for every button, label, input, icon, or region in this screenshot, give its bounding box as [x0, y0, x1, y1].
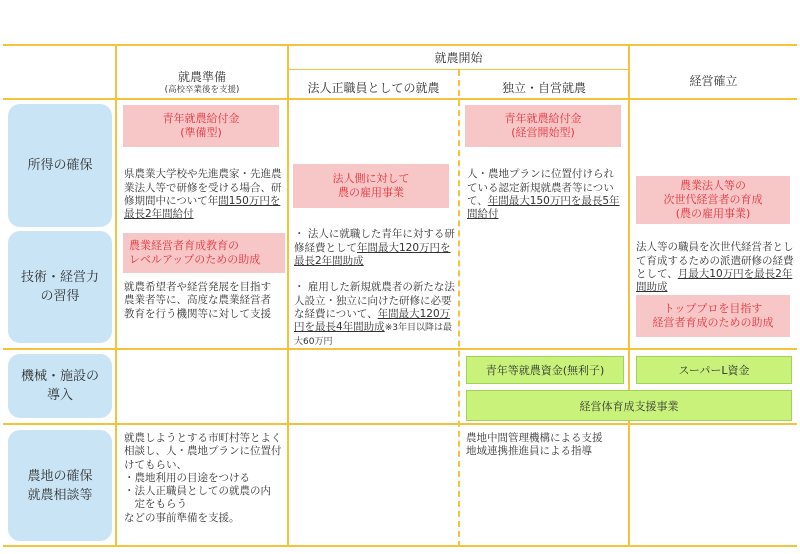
- prep-grant-text-underlined: 間150万円を最長2年間給付: [124, 194, 281, 221]
- mgmt-title: 農業法人等の 次世代経営者の育成 (農の雇用事業): [636, 176, 790, 224]
- corp-bullet-2-underlined: 年間最大120万円を最長4年間助成: [294, 307, 451, 334]
- grid-line: [287, 44, 289, 547]
- row-label-income: 所得の確保: [8, 104, 112, 227]
- grid-line: [3, 98, 797, 100]
- grid-line: [458, 70, 460, 547]
- prep-grant-title: 青年就農給付金 (準備型): [123, 105, 279, 147]
- super-l-loan: スーパーL資金: [636, 356, 792, 384]
- management-support-project: 経営体育成支援事業: [466, 390, 792, 421]
- land-indep-text: 農地中間管理機構による支援 地域連携推進員による指導: [466, 432, 603, 458]
- header-prep: [117, 70, 287, 97]
- indep-text: [467, 155, 623, 221]
- corp-bullet-1-plain: ・ 法人に就職した青年に対する研修経費として: [294, 228, 455, 254]
- corp-bullet-2-plain: ・ 雇用した新規就農者の新たな法人設立・独立に向けた研修に必要な経費について、: [294, 281, 455, 320]
- corp-bullet-2: [294, 268, 456, 350]
- grid-line: [115, 44, 117, 547]
- header-indep: 独立・自営就農: [501, 81, 586, 95]
- mgmt-text-underlined: 月最大10万円を最長2年間助成: [636, 267, 793, 294]
- grid-line: [3, 545, 797, 547]
- header-corp: 法人正職員としての就農: [307, 81, 440, 95]
- edu-text: 就農希望者や経営発展を目指す農業者等に、高度な農業経営者教育を行う機関等に対して支援: [124, 281, 271, 320]
- row-label-equipment: 機械・施設の 導入: [8, 354, 112, 418]
- prep-grant-text: [124, 155, 284, 221]
- edu-title: 農業経営者育成教育の レベルアップのための助成: [123, 233, 285, 273]
- header-prep-title: 就農準備: [177, 70, 226, 84]
- indep-title: 青年就農給付金 (経営開始型): [465, 105, 621, 147]
- prep-grant-text-plain: 県農業大学校や先進農家・先進農業法人等で研修を受ける場合、研修期間中について年: [124, 168, 282, 207]
- row-label-skill: 技術・経営力 の習得: [8, 231, 112, 343]
- land-prep-text: 就農しようとする市町村等とよく相談し、人・農地プランに位置付けてもらい、 ・農地利用の目途をつける ・法人正職員としての就農の内 定をもらう などの事前準備を支援。: [124, 432, 282, 524]
- header-mgmt: 経営確立: [689, 74, 738, 88]
- corp-title: 法人側に対して 農の雇用事業: [293, 164, 449, 208]
- mgmt-text: [636, 228, 794, 294]
- corp-bullet-1: [294, 215, 456, 268]
- top-title: トッププロを目指す 経営者育成のための助成: [636, 295, 790, 337]
- header-prep-subtitle: (高校卒業後を支援): [164, 85, 240, 95]
- young-farmer-loan: 青年等就農資金(無利子): [466, 356, 624, 384]
- indep-text-underlined: 年間最大150万円を最長5年間給付: [467, 194, 620, 221]
- indep-text-plain: 人・農地プランに位置付けられている認定新規就農者等について、: [467, 168, 614, 207]
- grid-line: [628, 44, 630, 547]
- mgmt-text-plain: 法人等の職員を次世代経営者として育成するための派遣研修の経費として、: [636, 241, 794, 280]
- corp-bullet-2-note: ※3年目以降は最大60万円: [294, 323, 452, 348]
- grid-line: [3, 423, 797, 425]
- row-label-land: 農地の確保 就農相談等: [8, 430, 112, 541]
- header-start: 就農開始: [434, 51, 483, 65]
- corp-bullet-1-underlined: 年間最大120万円を最長2年間助成: [294, 241, 451, 267]
- grid-line: [3, 44, 797, 46]
